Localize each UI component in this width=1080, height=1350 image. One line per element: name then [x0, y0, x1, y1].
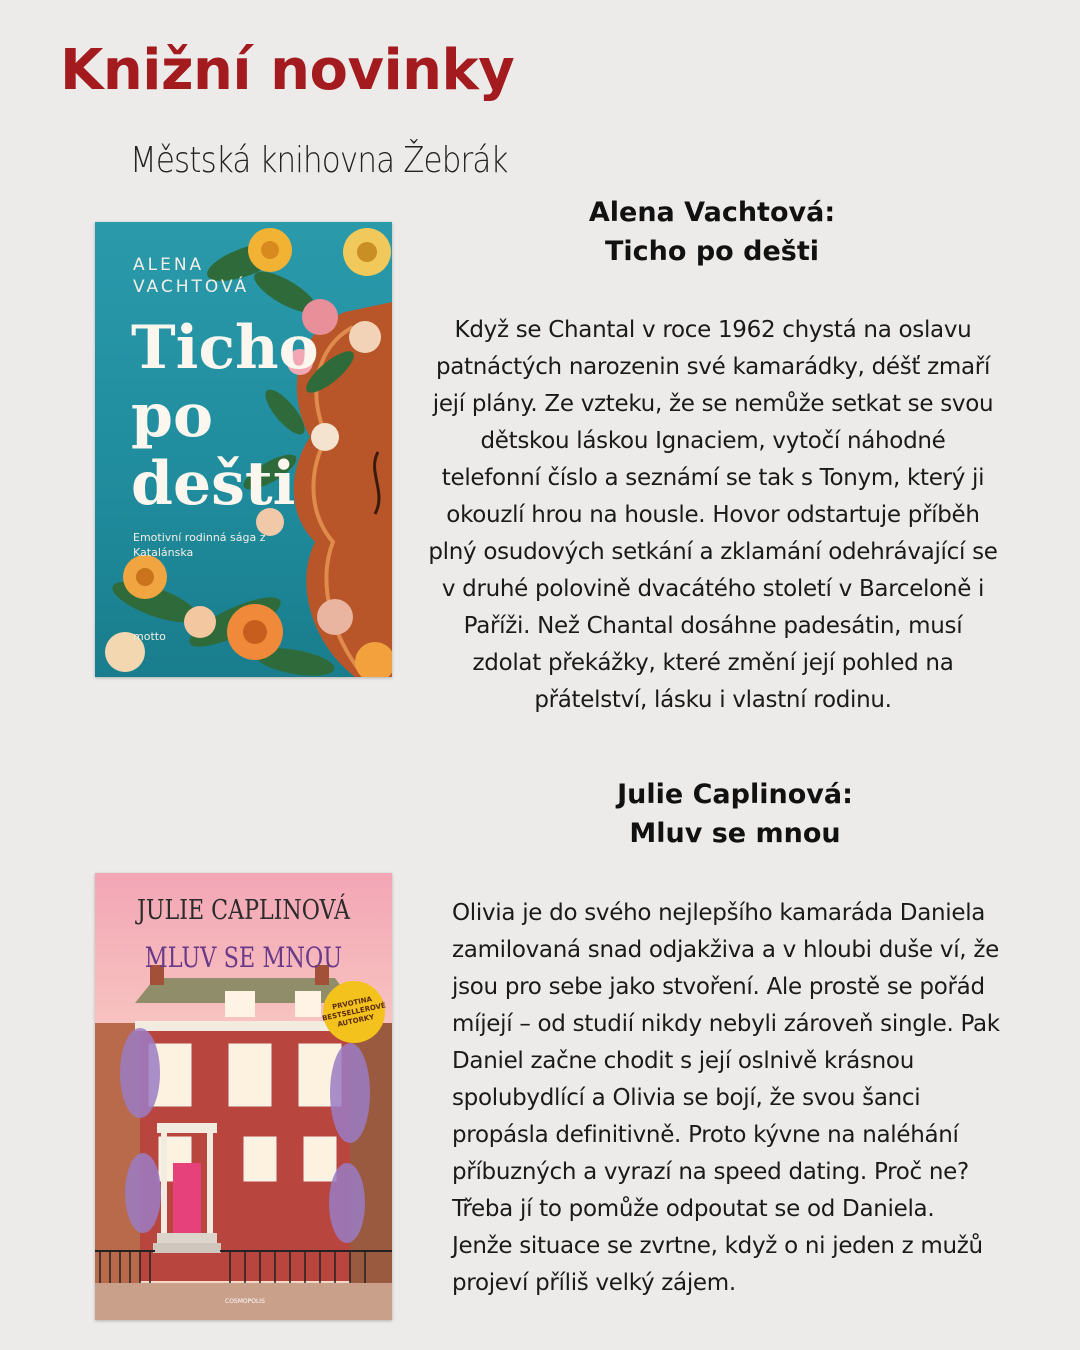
- book-author: Julie Caplinová:: [617, 779, 853, 810]
- cover-title: MLUV SE MNOU: [144, 941, 343, 974]
- book-description-2: [452, 895, 1022, 1302]
- book-heading-1: [560, 193, 864, 271]
- book-title: Ticho po dešti: [605, 236, 819, 267]
- book-description-1: Když se Chantal v roce 1962 chystá na oslavu patnáctých narozenin své kamarádky, déšť zmaří její plány. Ze vzteku, že se nemůže setkat se svou dětskou láskou Ignaciem, vytočí náhodné telefonní číslo a seznámí se tak s Tonym, který ji okouzlí hrou na housle. Hovor odstartuje příběh plný osudových setkání a zklamání odehrávající se v druhé polovině dvacátého století v Barceloně i Paříži. Než Chantal dosáhne padesátin, musí zdolat překážky, které změní její pohled na přátelství, lásku i vlastní rodinu.: [428, 317, 998, 713]
- cover-publisher: motto: [133, 630, 166, 643]
- page-title: Knižní novinky: [60, 38, 515, 103]
- book-cover-mluv-se-mnou[interactable]: [95, 873, 392, 1320]
- book-cover-ticho-po-desti[interactable]: [95, 222, 392, 677]
- cover-tagline: Emotivní rodinná sága z Katalánska: [133, 531, 266, 559]
- book-title: Mluv se mnou: [629, 818, 841, 849]
- library-name: Městská knihovna Žebrák: [130, 140, 508, 181]
- cover-publisher: COSMOPOLIS: [225, 1298, 265, 1305]
- book-author: Alena Vachtová:: [588, 197, 836, 228]
- cover-badge: PRVOTINA BESTSELLEROVÉ AUTORKY: [317, 975, 391, 1049]
- book-heading-2: [585, 775, 885, 853]
- cover-title: Ticho po dešti: [131, 313, 319, 519]
- description-paragraph: Jenže situace se zvrtne, když o ni jeden z mužů projeví příliš velký zájem.: [452, 1233, 983, 1296]
- cover-author: JULIE CAPLINOVÁ: [136, 895, 351, 926]
- description-paragraph: Olivia je do svého nejlepšího kamaráda Daniela zamilovaná snad odjakživa a v hloubi duše ví, že jsou pro sebe jako stvoření. Ale prostě se pořád míjejí – od studií nikdy nebyli zároveň single. Pak Daniel začne chodit s její oslnivě krásnou spolubydlící a Olivia se bojí, že svou šanci propásla definitivně. Proto kývne na naléhání příbuzných a vyrazí na speed dating. Proč ne? Třeba jí to pomůže odpoutat se od Daniela.: [452, 900, 1000, 1222]
- cover-author: ALENA VACHTOVÁ: [133, 255, 250, 297]
